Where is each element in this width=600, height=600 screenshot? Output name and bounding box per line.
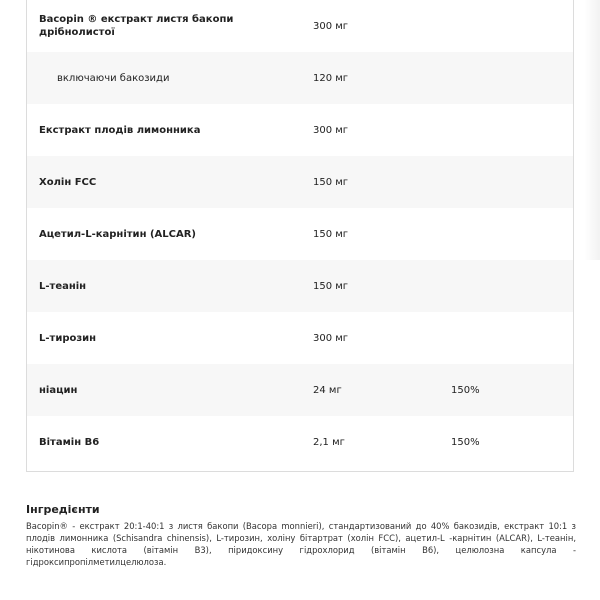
nutrient-name: Вітамін B6 <box>39 436 100 448</box>
nutrient-name: L-теанін <box>39 280 87 292</box>
supplement-facts-table <box>26 0 574 472</box>
nutrient-amount: 2,1 мг <box>313 436 345 448</box>
nutrient-amount: 24 мг <box>313 384 342 396</box>
table-row <box>27 156 573 208</box>
table-row <box>27 260 573 312</box>
nutrient-name: Екстракт плодів лимонника <box>39 124 201 136</box>
nutrient-amount: 300 мг <box>313 20 349 32</box>
nutrient-name: ніацин <box>39 384 78 396</box>
nutrient-name: Холін FCC <box>39 176 97 188</box>
nutrient-daily-value: 150% <box>451 436 480 448</box>
ingredients-section <box>26 503 576 568</box>
table-row <box>27 0 573 52</box>
nutrient-amount: 150 мг <box>313 228 349 240</box>
table-row <box>27 208 573 260</box>
table-row <box>27 416 573 468</box>
table-row <box>27 52 573 104</box>
scroll-shadow <box>584 0 600 260</box>
nutrient-daily-value: 150% <box>451 384 480 396</box>
nutrient-amount: 300 мг <box>313 124 349 136</box>
nutrient-amount: 300 мг <box>313 332 349 344</box>
nutrient-amount: 150 мг <box>313 280 349 292</box>
nutrient-name: Ацетил-L-карнітин (ALCAR) <box>39 228 196 240</box>
nutrient-name: Bacopin ® екстракт листя бакопи дрібнолистої <box>39 14 234 38</box>
ingredients-text: Bacopin® - екстракт 20:1-40:1 з листя бакопи (Bacopa monnieri), стандартизований до 40% бакозидів, екстракт 10:1 з плодів лимонника (Schisandra chinensis), L-тирозин, холіну бітартрат (холін FCC), ацетил-L -карнітин (ALCAR), L-теанін, нікотинова кислота (вітамін B3), піридоксину гідрохлорид (вітамін B6), целюлозна капсула - гідроксипропілметилцелюлоза. <box>26 521 576 567</box>
nutrient-amount: 150 мг <box>313 176 349 188</box>
ingredients-title: Інгредієнти <box>26 503 100 516</box>
nutrient-name: L-тирозин <box>39 332 97 344</box>
table-row <box>27 364 573 416</box>
table-row <box>27 104 573 156</box>
nutrient-amount: 120 мг <box>313 72 349 84</box>
nutrient-name: включаючи бакозиди <box>57 72 170 84</box>
table-row <box>27 312 573 364</box>
